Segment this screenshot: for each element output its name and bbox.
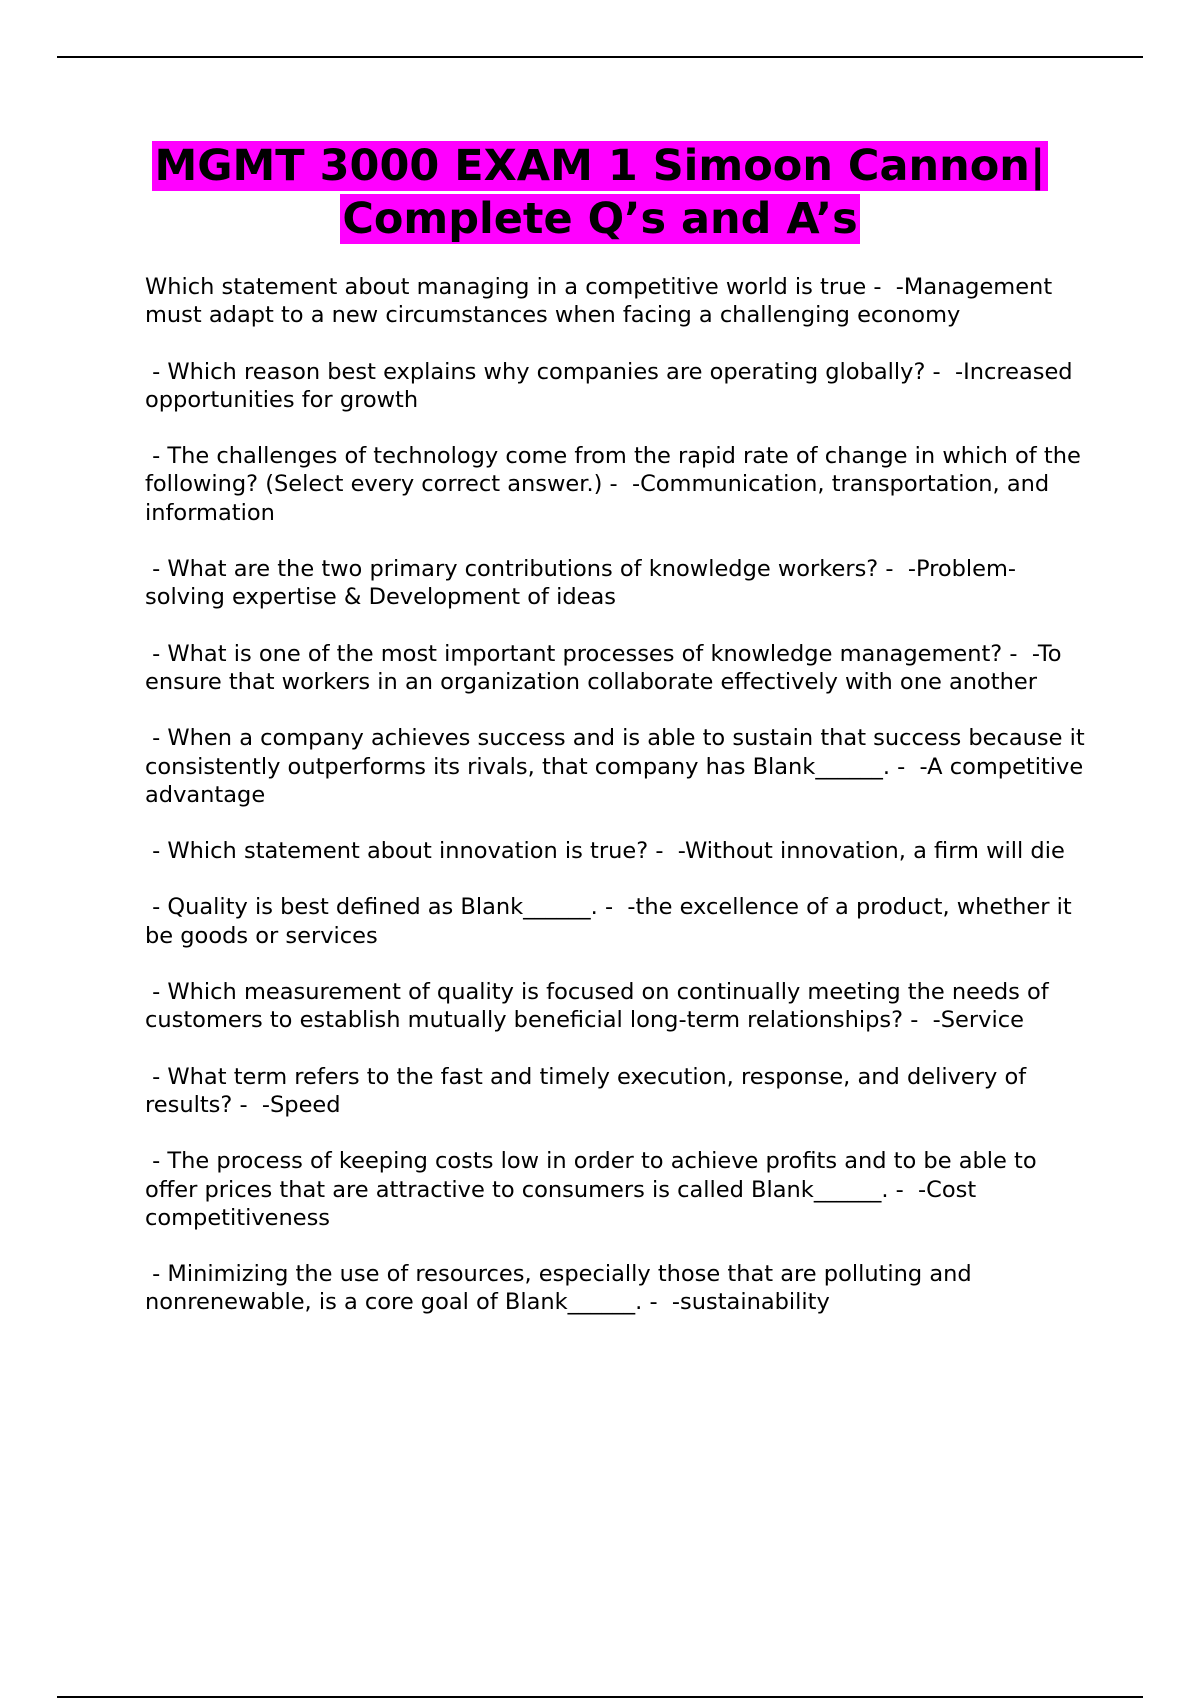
qa-item: - When a company achieves success and is able to sustain that success because it consistently outperforms its rivals, that company has Blank______. - -A competitive advantage [145,725,1092,808]
qa-item: Which statement about managing in a competitive world is true - -Management must adapt to a new circumstances when facing a challenging economy [145,274,1060,329]
document-title [100,140,1100,246]
title-line-1: MGMT 3000 EXAM 1 Simoon Cannon| [154,141,1046,191]
qa-item: - The process of keeping costs low in order to achieve profits and to be able to offer prices that are attractive to consumers is called Blank______. - -Cost competitiveness [145,1148,1044,1231]
qa-item: - The challenges of technology come from the rapid rate of change in which of the following? (Select every correct answer.) - -Communication, transportation, and information [145,443,1088,526]
qa-item: - Which reason best explains why companies are operating globally? - -Increased opportunities for growth [145,358,1080,413]
qa-item: - What is one of the most important processes of knowledge management? - -To ensure that workers in an organization collaborate effectively with one another [145,640,1069,695]
title-line-2: Complete Q’s and A’s [342,194,858,244]
title-block [100,140,1100,246]
qa-item: - What are the two primary contributions of knowledge workers? - -Problem-solving expertise & Development of ideas [145,556,1017,611]
qa-list [145,273,1095,1345]
top-rule [57,56,1143,58]
qa-item: - Quality is best defined as Blank______. - -the excellence of a product, whether it be goods or services [145,894,1079,949]
bottom-rule [57,1696,1143,1698]
qa-item: - Which statement about innovation is true? - -Without innovation, a firm will die [145,838,1065,865]
qa-item: - Which measurement of quality is focused on continually meeting the needs of customers to establish mutually beneficial long-term relationships? - -Service [145,979,1056,1034]
qa-item: - Minimizing the use of resources, especially those that are polluting and nonrenewable, is a core goal of Blank______. - -sustainability [145,1261,979,1316]
qa-item: - What term refers to the fast and timely execution, response, and delivery of results? - -Speed [145,1063,1034,1118]
